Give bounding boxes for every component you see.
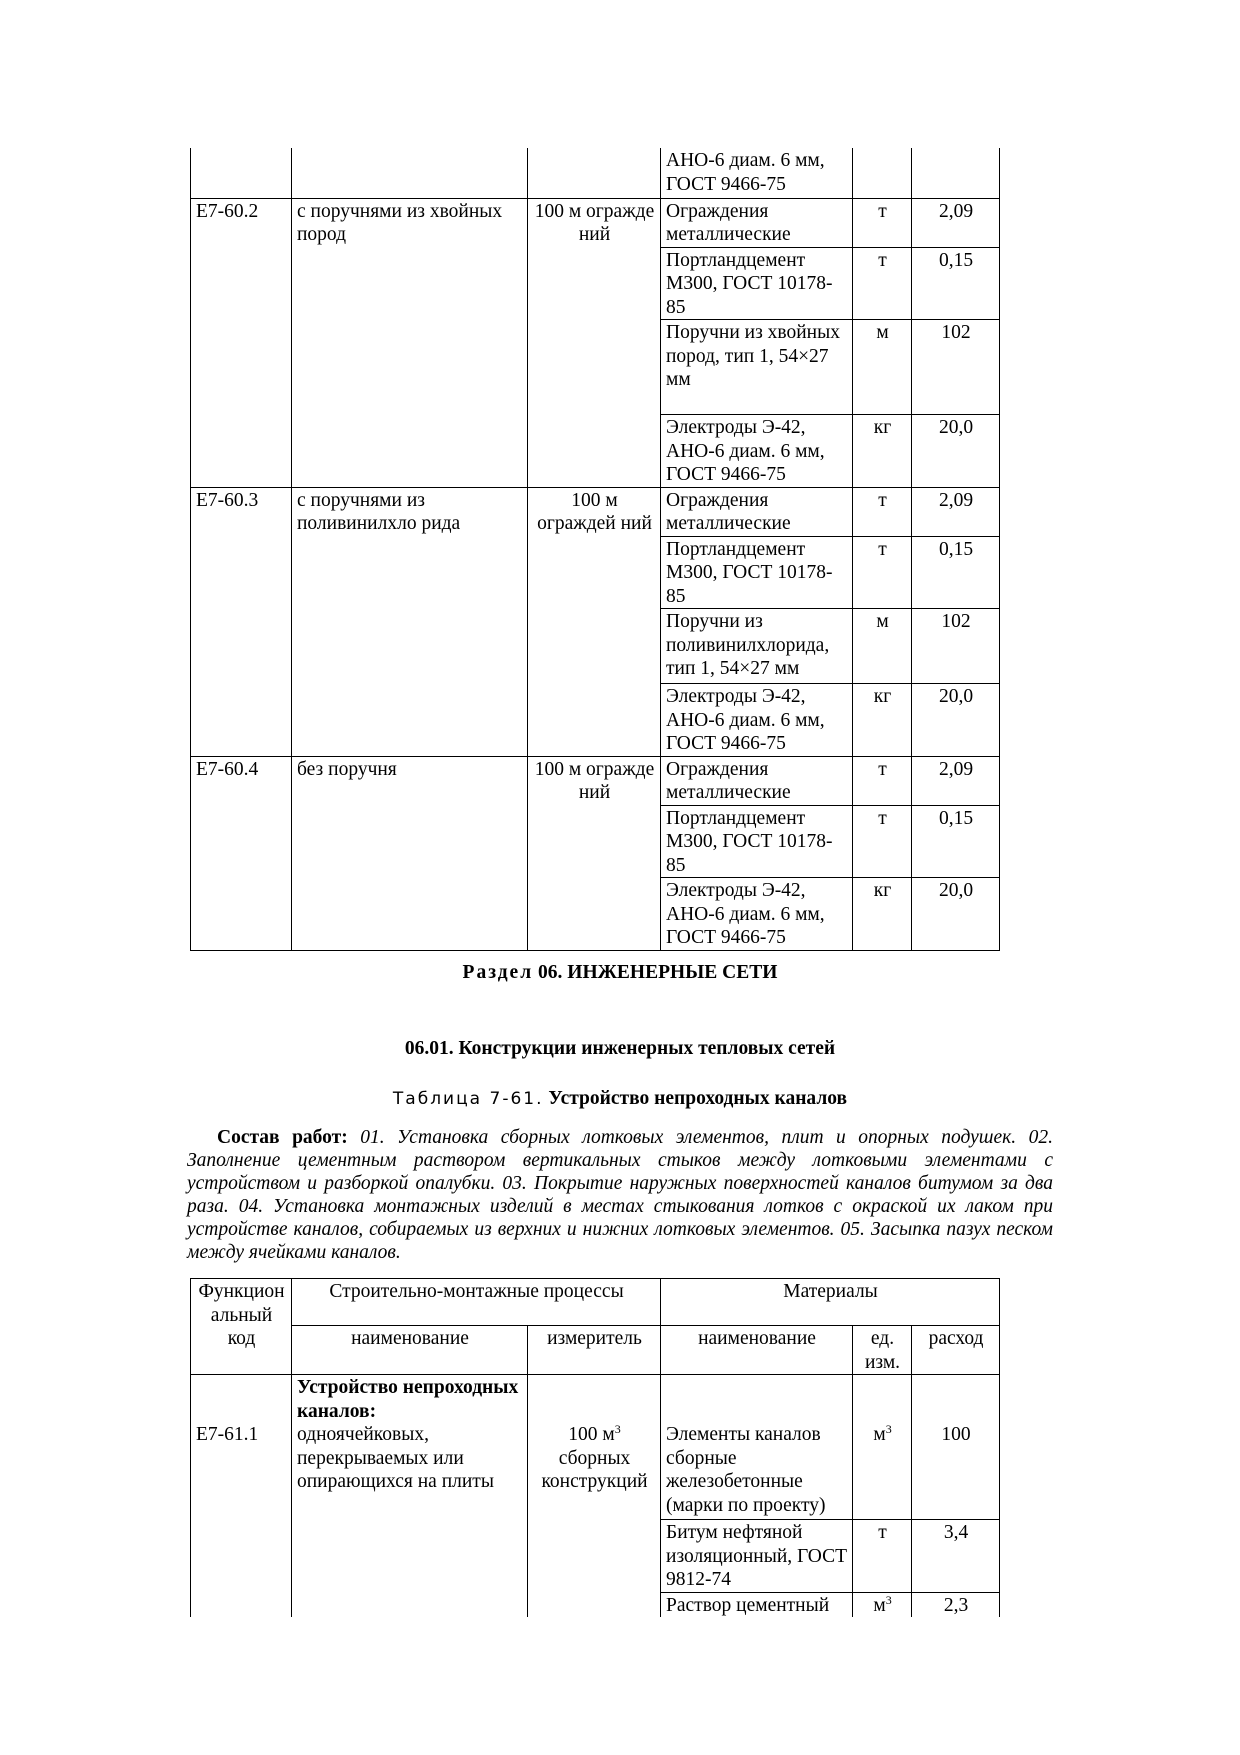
unit-value: м	[873, 1424, 886, 1445]
amount-cell: 2,09	[912, 756, 1000, 805]
section-heading	[0, 962, 1240, 984]
unit-cell: т	[853, 756, 912, 805]
unit-cell	[853, 1375, 912, 1520]
work-composition-text: 01. Установка сборных лотковых элементов, плит и опорных подушек. 02. Заполнение цементным раствором вертикальных стыков между лотковыми элементами с устройством и разборкой опалубки. 03. Покрытие наружных поверхностей каналов битумом за два раза. 04. Установка монтажных изделий в местах стыкования лотков с окраской их лаком при устройстве каналов, собираемых из верхних и нижних лотковых элементов. 05. Засыпка пазух песком между ячейками каналов.	[187, 1127, 1053, 1263]
measure-cell	[528, 1375, 661, 1618]
unit-cell: м	[853, 609, 912, 684]
measure-unit: сборных конструкций	[541, 1447, 648, 1492]
material-name-cell: Ограждения металлические	[661, 198, 853, 247]
unit-cell: т	[853, 247, 912, 320]
amount-cell: 102	[912, 320, 1000, 415]
table-row	[191, 198, 1000, 247]
material-name-cell: Ограждения металлические	[661, 487, 853, 536]
section-title: 06. ИНЖЕНЕРНЫЕ СЕТИ	[538, 962, 778, 983]
norm-table-7-60	[190, 148, 1000, 951]
header-material-name: наименование	[661, 1326, 853, 1375]
material-name-cell: Электроды Э-42, АНО-6 диам. 6 мм, ГОСТ 9466-75	[661, 684, 853, 757]
name-cell: с поручнями из поливинилхло рида	[292, 487, 528, 756]
table-row	[191, 1375, 1000, 1520]
code-cell	[191, 148, 292, 198]
unit-value: т	[878, 1522, 887, 1543]
amount-cell: 100	[912, 1375, 1000, 1520]
header-materials: Материалы	[661, 1279, 1000, 1326]
amount-cell: 3,4	[912, 1520, 1000, 1593]
name-cell: без поручня	[292, 756, 528, 950]
header-row	[191, 1326, 1000, 1375]
unit-sup: 3	[885, 1422, 892, 1436]
table-caption-prefix: Таблица 7-61.	[392, 1089, 544, 1109]
work-composition-label: Состав работ:	[217, 1127, 348, 1148]
measure-cell: 100 м огражде ний	[528, 198, 661, 487]
material-name-cell: Портландцемент М300, ГОСТ 10178-85	[661, 536, 853, 609]
table-caption	[0, 1088, 1240, 1110]
unit-cell: т	[853, 487, 912, 536]
material-name-cell: АНО-6 диам. 6 мм, ГОСТ 9466-75	[661, 148, 853, 198]
unit-cell	[853, 1592, 912, 1617]
section-prefix: Раздел	[462, 962, 534, 983]
unit-cell	[853, 148, 912, 198]
material-name-cell: Элементы каналов сборные железобетонные (марки по проекту)	[661, 1375, 853, 1520]
measure-cell: 100 м огражде ний	[528, 756, 661, 950]
material-name-cell: Электроды Э-42, АНО-6 диам. 6 мм, ГОСТ 9466-75	[661, 415, 853, 488]
unit-cell: т	[853, 198, 912, 247]
row-name: одноячейковых, перекрываемых или опирающихся на плиты	[297, 1424, 494, 1492]
measure-cell: 100 м ограждей ний	[528, 487, 661, 756]
amount-cell: 2,09	[912, 487, 1000, 536]
amount-cell: 20,0	[912, 878, 1000, 951]
norm-table-7-61	[190, 1278, 1000, 1617]
amount-cell: 0,15	[912, 805, 1000, 878]
row-title: Устройство непроходных каналов:	[297, 1377, 519, 1422]
material-name-cell: Раствор цементный	[661, 1592, 853, 1617]
material-name-cell: Портландцемент М300, ГОСТ 10178-85	[661, 247, 853, 320]
unit-cell	[853, 1520, 912, 1593]
measure-value: 100 м	[568, 1424, 615, 1445]
unit-sup: 3	[885, 1592, 892, 1607]
header-code: Функцион альный код	[191, 1279, 292, 1375]
header-row	[191, 1279, 1000, 1326]
unit-cell: т	[853, 536, 912, 609]
name-cell	[292, 1375, 528, 1618]
measure-cell	[528, 148, 661, 198]
work-composition	[187, 1126, 1053, 1264]
unit-cell: т	[853, 805, 912, 878]
name-cell	[292, 148, 528, 198]
header-amount: расход	[912, 1326, 1000, 1375]
material-name-cell: Ограждения металлические	[661, 756, 853, 805]
table-row	[191, 487, 1000, 536]
header-measure: измеритель	[528, 1326, 661, 1375]
unit-cell: кг	[853, 878, 912, 951]
amount-cell: 0,15	[912, 247, 1000, 320]
table-row	[191, 756, 1000, 805]
amount-cell: 0,15	[912, 536, 1000, 609]
code-cell: Е7-60.2	[191, 198, 292, 487]
material-name-cell: Поручни из хвойных пород, тип 1, 54×27 мм	[661, 320, 853, 415]
material-name-cell: Битум нефтяной изоляционный, ГОСТ 9812-74	[661, 1520, 853, 1593]
header-unit: ед. изм.	[853, 1326, 912, 1375]
name-cell: с поручнями из хвойных пород	[292, 198, 528, 487]
unit-cell: кг	[853, 684, 912, 757]
subsection-heading: 06.01. Конструкции инженерных тепловых сетей	[404, 1038, 836, 1059]
table-row	[191, 148, 1000, 198]
code-cell: Е7-60.3	[191, 487, 292, 756]
header-processes: Строительно-монтажные процессы	[292, 1279, 661, 1326]
unit-cell: м	[853, 320, 912, 415]
material-name-cell: Электроды Э-42, АНО-6 диам. 6 мм, ГОСТ 9466-75	[661, 878, 853, 951]
amount-cell	[912, 148, 1000, 198]
amount-cell: 20,0	[912, 684, 1000, 757]
amount-cell: 2,3	[912, 1592, 1000, 1617]
table-caption-title: Устройство непроходных каналов	[548, 1088, 848, 1109]
header-name: наименование	[292, 1326, 528, 1375]
amount-cell: 20,0	[912, 415, 1000, 488]
material-name-cell: Поручни из поливинилхлорида, тип 1, 54×27 мм	[661, 609, 853, 684]
amount-cell: 2,09	[912, 198, 1000, 247]
measure-sup: 3	[614, 1422, 621, 1436]
code-cell: Е7-60.4	[191, 756, 292, 950]
amount-cell: 102	[912, 609, 1000, 684]
material-name-cell: Портландцемент М300, ГОСТ 10178-85	[661, 805, 853, 878]
unit-cell: кг	[853, 415, 912, 488]
code-cell: Е7-61.1	[191, 1375, 292, 1618]
unit-value: м	[873, 1594, 886, 1616]
